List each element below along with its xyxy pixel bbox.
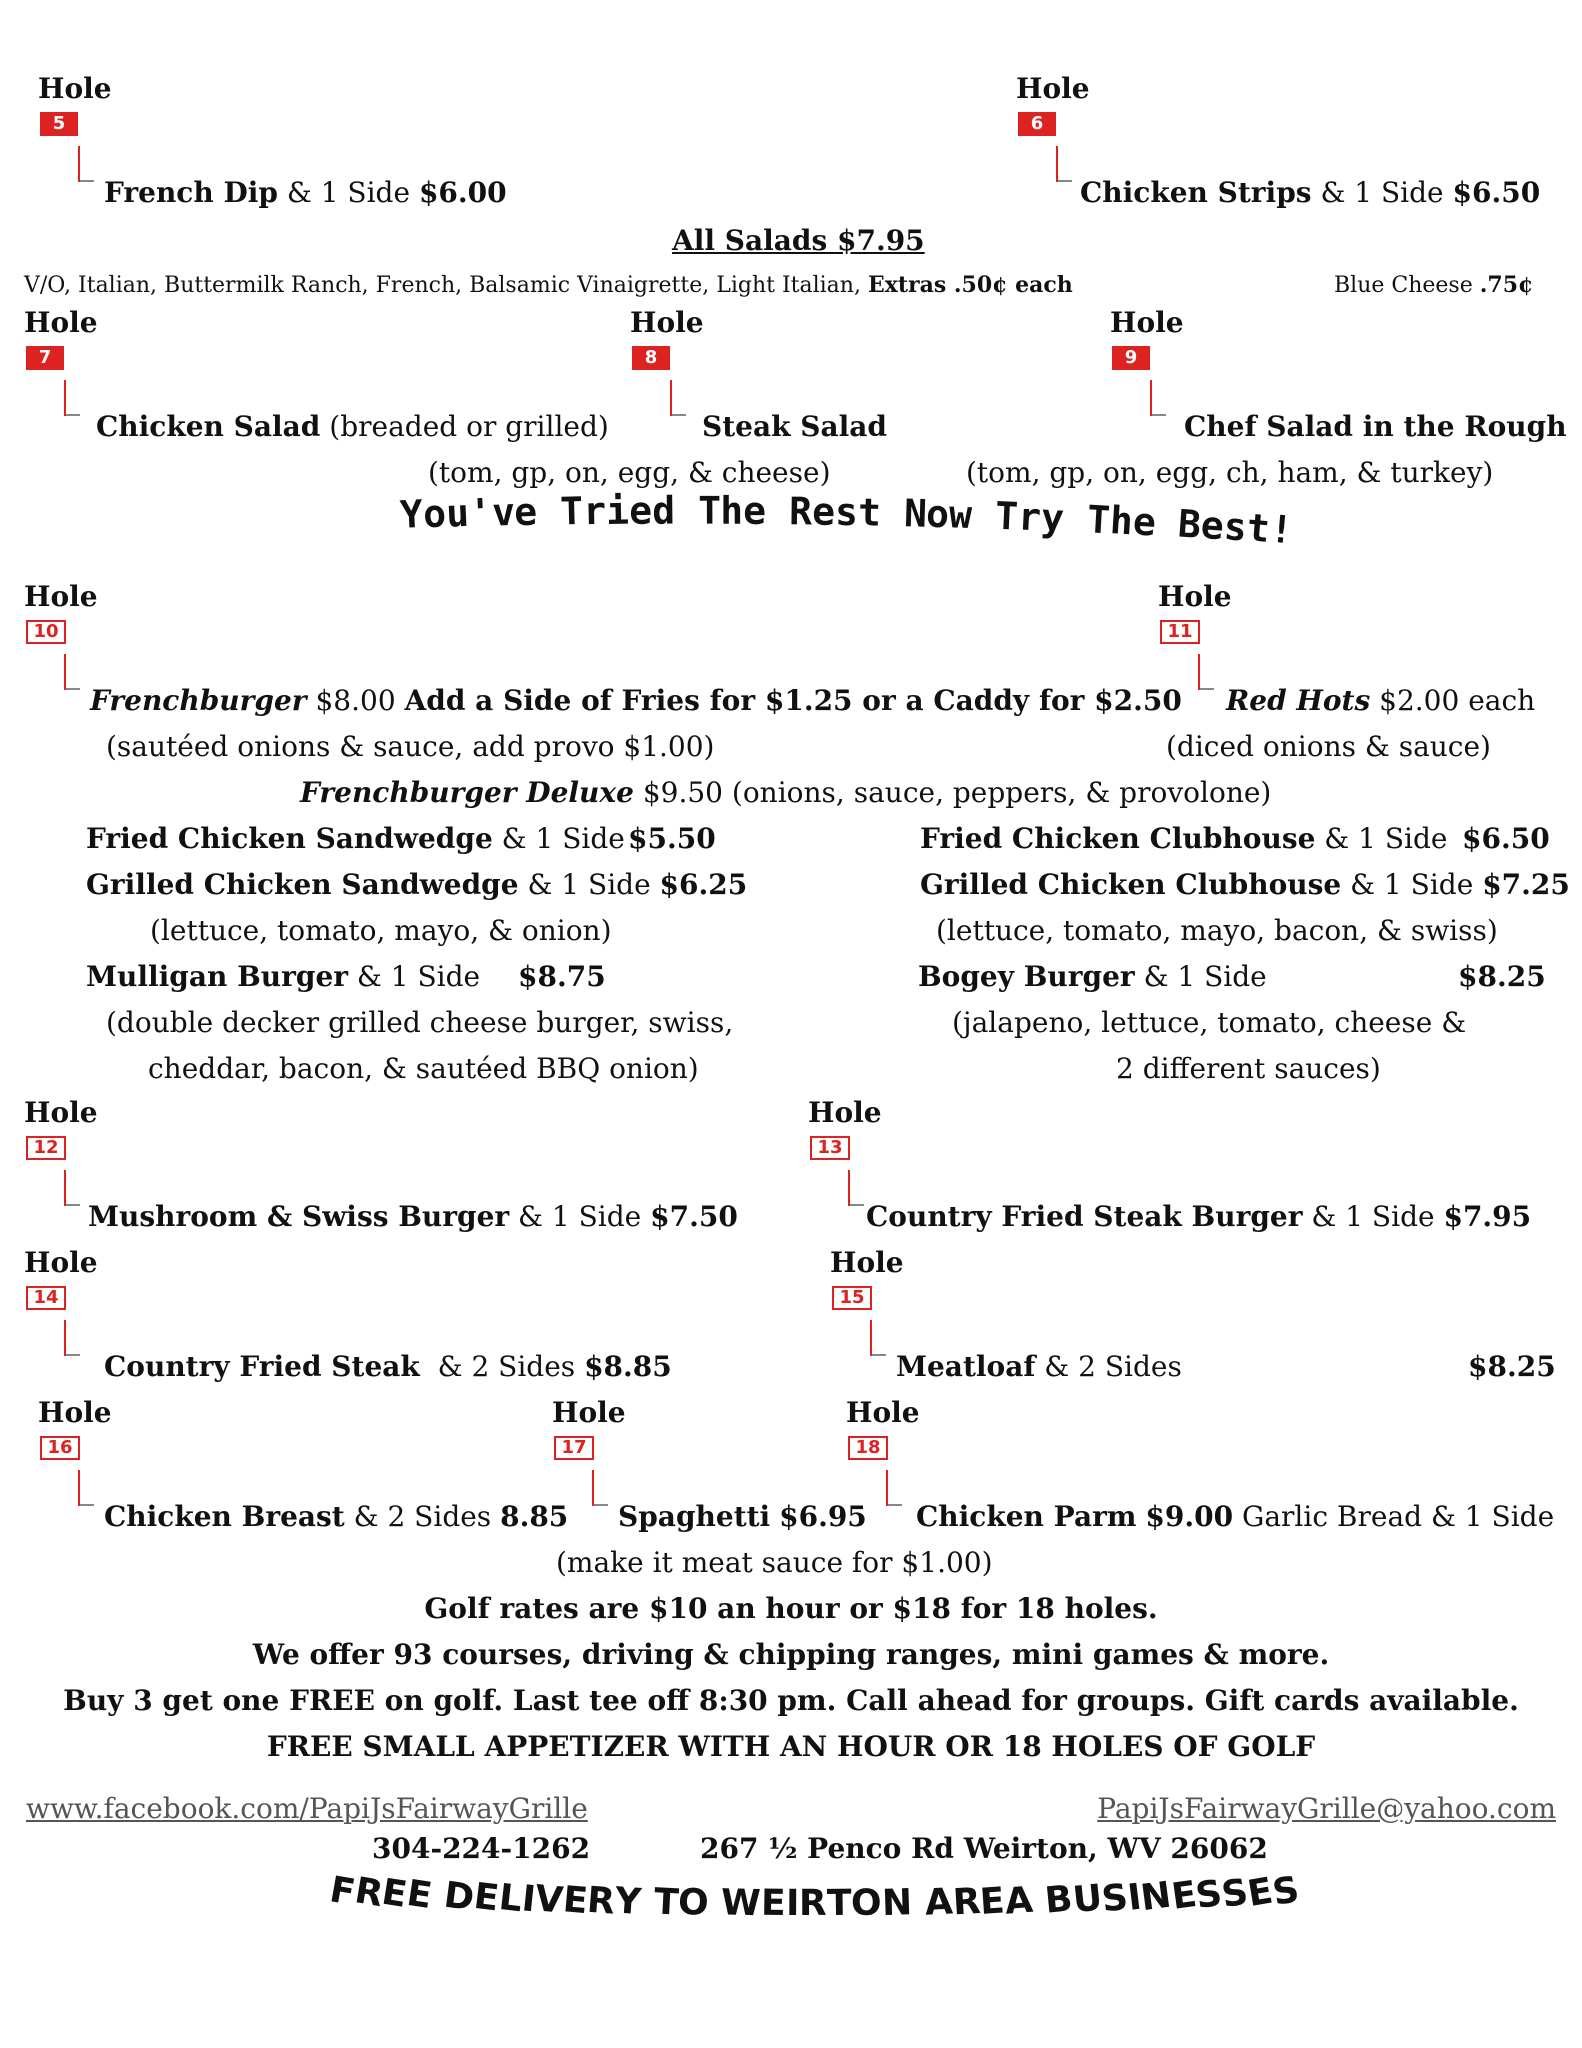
item-side: & 1 Side (1350, 868, 1474, 901)
flagpole-icon (64, 1320, 66, 1356)
flag-icon: 13 (810, 1136, 850, 1160)
item-mulligan-burger (86, 960, 480, 994)
flag-icon: 12 (26, 1136, 66, 1160)
flagpole-icon (1198, 654, 1200, 690)
clubhouse-note: (lettuce, tomato, mayo, bacon, & swiss) (936, 914, 1498, 947)
mulligan-price: $8.75 (518, 960, 606, 993)
item-name: Chicken Parm (916, 1500, 1137, 1533)
hole-9-marker (1110, 306, 1184, 368)
flagpole-icon (64, 1170, 66, 1206)
hole-10-marker (24, 580, 98, 642)
item-price: 8.85 (500, 1500, 569, 1533)
spaghetti-note: (make it meat sauce for $1.00) (556, 1546, 993, 1579)
item-fried-clubhouse (920, 822, 1447, 856)
blue-cheese-price: .75¢ (1479, 272, 1534, 298)
flagpole-icon (886, 1470, 888, 1506)
item-cfs-burger (866, 1200, 1531, 1234)
item-bogey-burger (918, 960, 1267, 994)
address: 267 ½ Penco Rd Weirton, WV 26062 (700, 1832, 1268, 1865)
flagpole-icon (64, 654, 66, 690)
hole-12-marker (24, 1096, 98, 1158)
item-name: Fried Chicken Clubhouse (920, 822, 1316, 855)
item-name: Chicken Breast (104, 1500, 345, 1533)
hole-label: Hole (24, 1246, 98, 1279)
hole-5-marker (38, 72, 112, 134)
item-price: $8.00 (315, 684, 396, 717)
dressings-text: V/O, Italian, Buttermilk Ranch, French, Balsamic Vinaigrette, Light Italian, (24, 273, 861, 298)
flagpole-icon (870, 1320, 872, 1356)
item-name: Meatloaf (896, 1350, 1036, 1383)
hole-13-marker (808, 1096, 882, 1158)
flagpole-icon (78, 146, 80, 182)
flag-icon: 6 (1018, 112, 1056, 136)
hole-label: Hole (24, 306, 98, 339)
flag-icon: 11 (1160, 620, 1200, 644)
item-note: (onions, sauce, peppers, & provolone) (731, 776, 1272, 809)
hole-label: Hole (24, 1096, 98, 1129)
hole-label: Hole (38, 72, 112, 105)
item-name: Spaghetti (618, 1500, 771, 1533)
item-side: & 2 Sides (1044, 1350, 1182, 1383)
hole-11-marker (1158, 580, 1232, 642)
flagpole-icon (848, 1170, 850, 1206)
item-frenchburger-deluxe (300, 776, 1271, 810)
item-price: $6.95 (779, 1500, 867, 1533)
hole-label: Hole (1110, 306, 1184, 339)
sandwedge-note: (lettuce, tomato, mayo, & onion) (150, 914, 612, 947)
fried-clubhouse-price: $6.50 (1462, 822, 1550, 855)
flag-icon: 18 (848, 1436, 888, 1460)
item-price: $6.50 (1452, 176, 1541, 209)
extras-text: Extras .50¢ each (867, 272, 1073, 298)
mulligan-note-2: cheddar, bacon, & sautéed BBQ onion) (148, 1052, 699, 1085)
phone-number: 304-224-1262 (372, 1832, 591, 1865)
item-price: $7.50 (650, 1200, 738, 1233)
blue-cheese-label: Blue Cheese (1334, 273, 1473, 298)
item-side: & 2 Sides (437, 1350, 576, 1383)
promo-info: Buy 3 get one FREE on golf. Last tee off 8:30 pm. Call ahead for groups. Gift cards available. (63, 1684, 1519, 1717)
flagpole-icon (1150, 380, 1152, 416)
flagpole-icon (78, 1470, 80, 1506)
item-name: Grilled Chicken Sandwedge (86, 868, 519, 901)
item-side: & 1 Side (1311, 1200, 1435, 1233)
flag-icon: 7 (26, 346, 64, 370)
item-side: & 1 Side (501, 822, 625, 855)
item-chicken-salad (96, 410, 609, 444)
item-price: $2.00 each (1379, 684, 1536, 717)
hole-7-marker (24, 306, 98, 368)
item-meatloaf (896, 1350, 1182, 1384)
item-grilled-sandwedge (86, 868, 747, 902)
dressings-list (24, 268, 1073, 303)
item-price: $6.00 (418, 176, 507, 209)
item-spaghetti (618, 1500, 867, 1534)
item-red-hots (1226, 684, 1535, 718)
item-name: Red Hots (1226, 684, 1371, 717)
flag-icon: 10 (26, 620, 66, 644)
item-side: & 1 Side (286, 176, 411, 209)
item-name: Chicken Salad (96, 410, 321, 443)
item-side: & 1 Side (1324, 822, 1448, 855)
flag-icon: 9 (1112, 346, 1150, 370)
item-grilled-clubhouse (920, 868, 1570, 902)
item-steak-salad: Steak Salad (702, 410, 887, 443)
item-price: $6.25 (659, 868, 748, 901)
bogey-note-1: (jalapeno, lettuce, tomato, cheese & (952, 1006, 1467, 1039)
flagpole-icon (670, 380, 672, 416)
item-price: $7.25 (1482, 868, 1570, 901)
flag-icon: 14 (26, 1286, 66, 1310)
flag-icon: 15 (832, 1286, 872, 1310)
hole-label: Hole (630, 306, 704, 339)
hole-17-marker (552, 1396, 626, 1458)
hole-8-marker (630, 306, 704, 368)
hole-label: Hole (846, 1396, 920, 1429)
hole-label: Hole (552, 1396, 626, 1429)
item-side: & 1 Side (356, 960, 481, 993)
courses-info: We offer 93 courses, driving & chipping ranges, mini games & more. (252, 1638, 1330, 1671)
item-country-fried-steak (104, 1350, 672, 1384)
item-name: Grilled Chicken Clubhouse (920, 868, 1342, 901)
hole-label: Hole (24, 580, 98, 613)
item-name: Frenchburger (90, 684, 307, 717)
hole-label: Hole (1016, 72, 1090, 105)
item-chicken-parm (916, 1500, 1554, 1534)
flagpole-icon (64, 380, 66, 416)
golf-rates: Golf rates are $10 an hour or $18 for 18 holes. (424, 1592, 1158, 1625)
hole-label: Hole (830, 1246, 904, 1279)
hole-6-marker (1016, 72, 1090, 134)
item-name: French Dip (104, 176, 278, 209)
red-hots-note: (diced onions & sauce) (1166, 730, 1491, 763)
item-side: & 1 Side (1143, 960, 1267, 993)
item-frenchburger (90, 684, 1182, 718)
flag-icon: 5 (40, 112, 78, 136)
bogey-price: $8.25 (1458, 960, 1546, 993)
flag-icon: 16 (40, 1436, 80, 1460)
hole-16-marker (38, 1396, 112, 1458)
item-price: $9.00 (1145, 1500, 1234, 1533)
item-name: Country Fried Steak (104, 1350, 420, 1383)
item-mushroom-swiss (88, 1200, 738, 1234)
item-price: $9.50 (642, 776, 723, 809)
item-name: Mushroom & Swiss Burger (88, 1200, 510, 1233)
item-price: $7.95 (1443, 1200, 1532, 1233)
flag-icon: 8 (632, 346, 670, 370)
slogan: You've Tried The Rest Now Try The Best! (398, 488, 1295, 553)
flagpole-icon (1056, 146, 1058, 182)
item-side: & 2 Sides (353, 1500, 492, 1533)
flag-icon: 17 (554, 1436, 594, 1460)
delivery-banner: FREE DELIVERY TO WEIRTON AREA BUSINESSES (326, 1869, 1302, 1925)
hole-15-marker (830, 1246, 904, 1308)
hole-14-marker (24, 1246, 98, 1308)
salads-header: All Salads $7.95 (672, 224, 925, 257)
fried-sandwedge-price: $5.50 (628, 822, 716, 855)
appetizer-promo: FREE SMALL APPETIZER WITH AN HOUR OR 18 HOLES OF GOLF (266, 1730, 1316, 1763)
bogey-note-2: 2 different sauces) (1116, 1052, 1381, 1085)
item-name: Bogey Burger (918, 960, 1135, 993)
item-price: $8.85 (584, 1350, 672, 1383)
hole-label: Hole (1158, 580, 1232, 613)
item-name: Country Fried Steak Burger (866, 1200, 1303, 1233)
frenchburger-note: (sautéed onions & sauce, add provo $1.00) (106, 730, 715, 763)
item-side: Garlic Bread & 1 Side (1241, 1500, 1555, 1533)
hole-label: Hole (808, 1096, 882, 1129)
item-name: Frenchburger Deluxe (300, 776, 634, 809)
item-side: & 1 Side (1320, 176, 1444, 209)
steak-salad-note: (tom, gp, on, egg, & cheese) (428, 456, 831, 489)
item-french-dip (104, 176, 507, 210)
flagpole-icon (592, 1470, 594, 1506)
mulligan-note-1: (double decker grilled cheese burger, swiss, (106, 1006, 734, 1039)
item-name: Chicken Strips (1080, 176, 1312, 209)
chef-salad-note: (tom, gp, on, egg, ch, ham, & turkey) (966, 456, 1494, 489)
item-addon: Add a Side of Fries for $1.25 or a Caddy for $2.50 (404, 684, 1182, 717)
hole-18-marker (846, 1396, 920, 1458)
hole-label: Hole (38, 1396, 112, 1429)
item-name: Mulligan Burger (86, 960, 349, 993)
item-chef-salad: Chef Salad in the Rough (1184, 410, 1567, 443)
item-side: & 1 Side (527, 868, 651, 901)
item-note: (breaded or grilled) (329, 410, 609, 443)
item-chicken-breast (104, 1500, 568, 1534)
email-link[interactable]: PapiJsFairwayGrille@yahoo.com (1097, 1792, 1556, 1825)
item-name: Fried Chicken Sandwedge (86, 822, 493, 855)
item-fried-sandwedge (86, 822, 625, 856)
facebook-link[interactable]: www.facebook.com/PapiJsFairwayGrille (26, 1792, 588, 1825)
item-chicken-strips (1080, 176, 1540, 210)
meatloaf-price: $8.25 (1468, 1350, 1556, 1383)
blue-cheese (1334, 268, 1533, 303)
item-side: & 1 Side (518, 1200, 642, 1233)
